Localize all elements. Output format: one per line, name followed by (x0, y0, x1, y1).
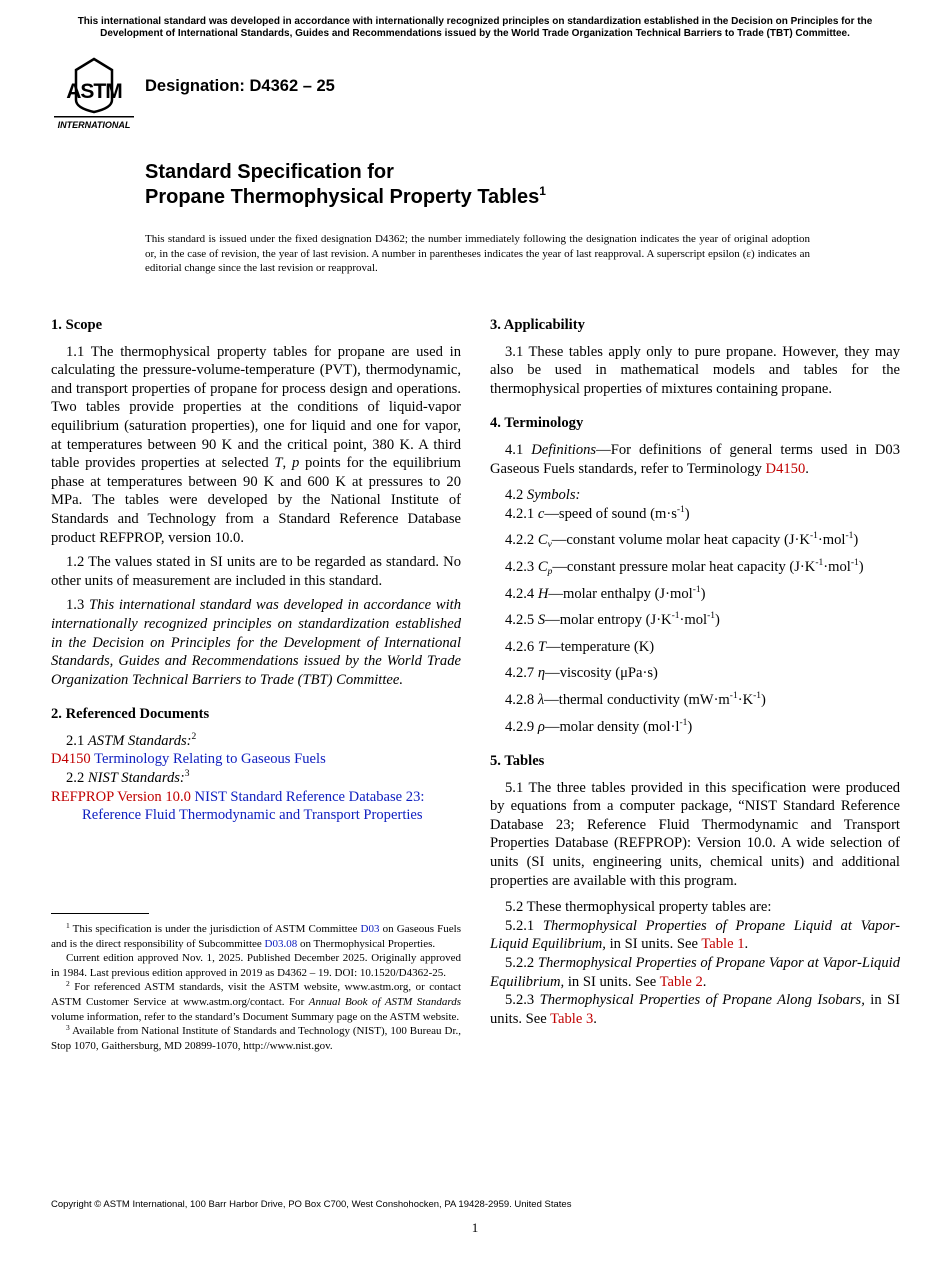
tables-para-5-1: 5.1 The three tables provided in this specification were produced by equations from a computer package, “NIST Standard Reference Database 23; Reference Fluid Thermodynamic and Transport Properties Database (REFPROP): Version 10.0. A wide selection of units (SI units, engineering units, chemical units) and additional properties are available with this program. (490, 779, 900, 889)
terminology-definitions: 4.1 Definitions—For definitions of general terms used in D03 Gaseous Fuels standards, refer to Terminology D4150. (490, 441, 901, 477)
d0308-link[interactable]: D03.08 (264, 937, 298, 950)
table-1-link[interactable]: Table 1 (701, 936, 745, 953)
terminology-d4150-link[interactable]: D4150 (765, 460, 806, 477)
footnotes (51, 922, 461, 1053)
symbol-molar-density: 4.2.9 ρ—molar density $(mol\cdot l^{-1})$ (505, 717, 693, 735)
tables-item-5-2-1: 5.2.1 Thermophysical Properties of Propane Liquid at Vapor-Liquid Equilibrium, in SI units. See Table 1. (490, 917, 901, 953)
d4150-link[interactable]: D4150 (51, 751, 91, 768)
title-line-2 (145, 185, 546, 210)
right-column (490, 316, 900, 1028)
table-3-link[interactable]: Table 3 (550, 1010, 594, 1027)
tables-para-5-2: 5.2 These thermophysical property tables are: (505, 899, 772, 916)
nist-standards-label: 2.2 NIST Standards:$^3$ (66, 769, 190, 787)
section-applicability-heading: 3. Applicability (490, 317, 585, 333)
applicability-para-3-1: 3.1 These tables apply only to pure propane. However, they may also be used in mathematical models and tables for the thermophysical properties of mixtures containing propane. (490, 343, 900, 397)
reference-d4150 (51, 750, 461, 769)
scope-para-1-3: 1.3 This international standard was developed in accordance with internationally recognized principles on standardization established in the Decision on Principles for the Development of International Standards, Guides and Recommendations issued by the World Trade Organization Technical Barriers to Trade (TBT) Committee. (51, 597, 462, 688)
title-footnote-mark: 1 (539, 184, 546, 198)
section-terminology-heading: 4. Terminology (490, 415, 584, 432)
scope-para-1-2: 1.2 The values stated in SI units are to be regarded as standard. No other units of measurement are included in this standard. (51, 554, 461, 589)
left-column (51, 316, 461, 825)
designation: Designation: D4362 – 25 (145, 77, 335, 95)
table-2-link[interactable]: Table 2 (659, 973, 703, 990)
section-scope-heading: 1. Scope (51, 317, 103, 333)
d4150-title-link[interactable]: Terminology Relating to Gaseous Fuels (94, 751, 326, 768)
tables-item-5-2-3: 5.2.3 Thermophysical Properties of Propane Along Isobars, in SI units. See Table 3. (490, 992, 901, 1027)
footnote-3: $^3$ Available from National Institute of Standards and Technology (NIST), 100 Bureau Dr., Stop 1070, Gaithersburg, MD 20899-1070, http://www.nist.gov. (51, 1023, 461, 1052)
issue-statement: This standard is issued under the fixed designation D4362; the number immediately following the designation indicates the year of original adoption or, in the case of revision, the year of last revision. A number in parentheses indicates the year of last reapproval. A superscript epsilon (ε) indicates an editorial change since the last revision or reapproval. (145, 233, 810, 274)
symbol-thermal-conductivity: 4.2.8 λ—thermal conductivity $(mW\cdot m^{-1}\cdot K^{-1})$ (505, 690, 766, 708)
astm-standards-label: 2.1 ASTM Standards:$^2$ (66, 731, 197, 749)
title-main: Propane Thermophysical Property Tables (145, 186, 540, 208)
title-line-1: Standard Specification for (145, 161, 394, 183)
section-referenced-documents-heading: 2. Referenced Documents (51, 706, 210, 723)
footnote-divider (51, 913, 149, 914)
symbol-viscosity: 4.2.7 η—viscosity (μPa·s) (505, 665, 658, 682)
logo-text: ASTM (66, 80, 122, 103)
terminology-symbols-label: 4.2 Symbols: (505, 487, 581, 504)
footnote-2: $^2$ For referenced ASTM standards, visit the ASTM website, www.astm.org, or contact ASTM Customer Service at www.astm.org/contact. For Annual Book of ASTM Standards volume information, refer to the standard’s Document Summary page on the ASTM website. (51, 979, 461, 1023)
symbol-enthalpy: 4.2.4 H—molar enthalpy (J·mol$^{-1}$) (505, 584, 706, 602)
footnote-edition: Current edition approved Nov. 1, 2025. Published December 2025. Originally approved in 1984. Last previous edition approved in 2019 as D4362 – 19. DOI: 10.1520/D4362-25. (51, 952, 461, 979)
symbol-speed-of-sound: 4.2.1 c—speed of sound $(m\cdot s^{-1})$ (505, 504, 690, 522)
d03-link[interactable]: D03 (360, 923, 380, 935)
symbol-cp: 4.2.3 $C_p—constant$ pressure molar heat capacity $(J\cdot K^{-1}\cdot mol^{-1})$ (505, 557, 864, 577)
symbol-entropy: 4.2.5 S—molar entropy $(J\cdot K^{-1}\cdot mol^{-1})$ (505, 611, 720, 629)
section-tables-heading: 5. Tables (490, 753, 545, 770)
logo-subtext: INTERNATIONAL (57, 120, 131, 130)
refprop-link[interactable]: REFPROP Version 10.0 (51, 788, 191, 805)
symbol-cv: 4.2.2 $C_v—constant$ volume molar heat capacity $(J\cdot K^{-1}\cdot mol^{-1})$ (505, 531, 859, 551)
page-number: 1 (471, 1220, 479, 1235)
tables-item-5-2-2: 5.2.2 Thermophysical Properties of Propane Vapor at Vapor-Liquid Equilibrium, in SI units. See Table 2. (490, 955, 900, 990)
document-title (145, 160, 546, 210)
reference-refprop (51, 788, 461, 825)
scope-para-1-1: 1.1 The thermophysical property tables for propane are used in calculating the pressure-volume-temperature (PVT), thermodynamic, and transport properties of propane for process design and operations. Two tables provide properties at the conditions of liquid-vapor equilibrium (saturation properties), one for liquid and one for vapor, at temperatures between 90 K and the critical point, 380 K. A third table provides properties at selected T, p points for the equilibrium phase at temperatures between 90 K and 600 K at pressures to 20 MPa. The tables were developed by the National Institute of Standards and Technology from a Standard Reference Database product REFPROP, version 10.0. (51, 343, 462, 546)
refprop-title-link[interactable]: NIST Standard Reference Database 23: Reference Fluid Thermodynamic and Transport Properties (82, 788, 425, 824)
tbt-banner: This international standard was developed in accordance with internationally recognized principles on standardization established in the Decision on Principles for the Development of International Standards, Guides and Recommendations issued by the World Trade Organization Technical Barriers to Trade (TBT) Committee. (77, 16, 873, 39)
copyright-notice: Copyright © ASTM International, 100 Barr Harbor Drive, PO Box C700, West Conshohocken, PA 19428-2959. United States (51, 1199, 572, 1210)
astm-logo (54, 56, 134, 132)
footnote-1: $^1$ This specification is under the jurisdiction of ASTM Committee D03 on Gaseous Fuels and is the direct responsibility of Subcommittee D03.08 on Thermophysical Properties. (51, 921, 462, 950)
symbol-temperature: 4.2.6 T—temperature (K) (505, 638, 655, 655)
